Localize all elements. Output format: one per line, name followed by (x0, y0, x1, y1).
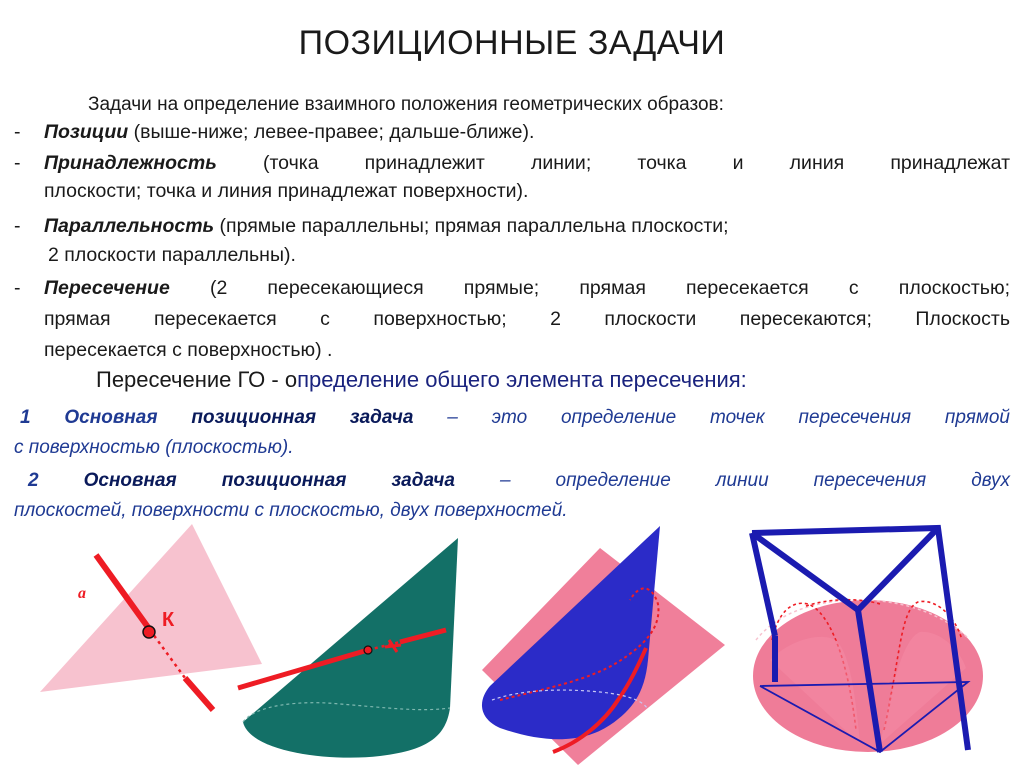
list-item-parallel (14, 213, 729, 240)
prism-edge-top-right (858, 528, 938, 610)
intersection-point-k (143, 626, 155, 638)
intro-text: Задачи на определение взаимного положения геометрических образов: (88, 94, 724, 115)
exit-mark (385, 645, 401, 647)
item-text: (точка принадлежит линии; точка и линия принадлежат (216, 152, 1010, 174)
list-item-membership-cont (14, 178, 528, 205)
task-2 (14, 467, 1010, 495)
item-text: плоскости; точка и линия принадлежат поверхности). (44, 180, 529, 202)
list-item-membership (14, 150, 1010, 177)
list-dash: - (14, 152, 21, 174)
list-item-positions (14, 119, 534, 146)
list-item-intersection (14, 275, 1010, 302)
task-text: плоскостей, поверхности с плоскостью, двух поверхностей. (14, 500, 568, 521)
item-text: (прямые параллельны; прямая параллельна плоскости; (214, 215, 729, 237)
task-number: 2 (28, 470, 39, 491)
item-text: (выше-ниже; левее-правее; дальше-ближе). (128, 121, 535, 143)
term-positions: Позиции (44, 121, 129, 143)
label-k: К (162, 609, 175, 631)
item-text: (2 пересекающиеся прямые; прямая пересекается с плоскостью; (169, 277, 1010, 299)
task-number: 1 (20, 407, 31, 428)
entry-point (364, 646, 372, 654)
figure-line-cone (238, 538, 458, 758)
figure-line-plane (40, 524, 262, 710)
task-1 (14, 404, 1010, 432)
figure-plane-cone (482, 526, 725, 765)
plane-triangle (40, 524, 262, 692)
definition-heading (96, 367, 747, 393)
slide-title: ПОЗИЦИОННЫЕ ЗАДАЧИ (298, 24, 726, 62)
task-text: – определение линии пересечения двух (454, 470, 1010, 491)
list-dash: - (14, 277, 21, 299)
task-text: – это определение точек пересечения прямой (413, 407, 1011, 428)
term-parallel: Параллельность (44, 215, 215, 237)
item-text: 2 плоскости параллельны). (48, 244, 296, 266)
list-item-parallel-cont (48, 242, 296, 269)
term-membership: Принадлежность (44, 152, 217, 174)
definition-lead: Пересечение ГО - о (96, 367, 298, 392)
task-bold: позиционная задача (191, 407, 414, 428)
task-bold: Основная позиционная задача (83, 470, 455, 491)
list-dash: - (14, 215, 21, 237)
list-dash: - (14, 121, 21, 143)
cone-body (243, 538, 458, 758)
item-text: пересекается с поверхностью) . (44, 339, 333, 361)
term-intersection: Пересечение (44, 277, 170, 299)
figures-strip (0, 520, 1024, 767)
task-1-cont (14, 434, 294, 462)
task-text: с поверхностью (плоскостью). (14, 437, 294, 458)
task-bold: Основная (64, 407, 158, 428)
label-a: a (78, 585, 86, 602)
line-a-exit (185, 678, 213, 710)
item-text: прямая пересекается с поверхностью; 2 плоскости пересекаются; Плоскость (44, 308, 1010, 330)
figure-prism-sphere (752, 528, 983, 752)
list-item-intersection-cont (14, 306, 1010, 333)
definition-rest: пределение общего элемента пересечения: (297, 367, 747, 392)
list-item-intersection-cont2 (14, 337, 332, 364)
